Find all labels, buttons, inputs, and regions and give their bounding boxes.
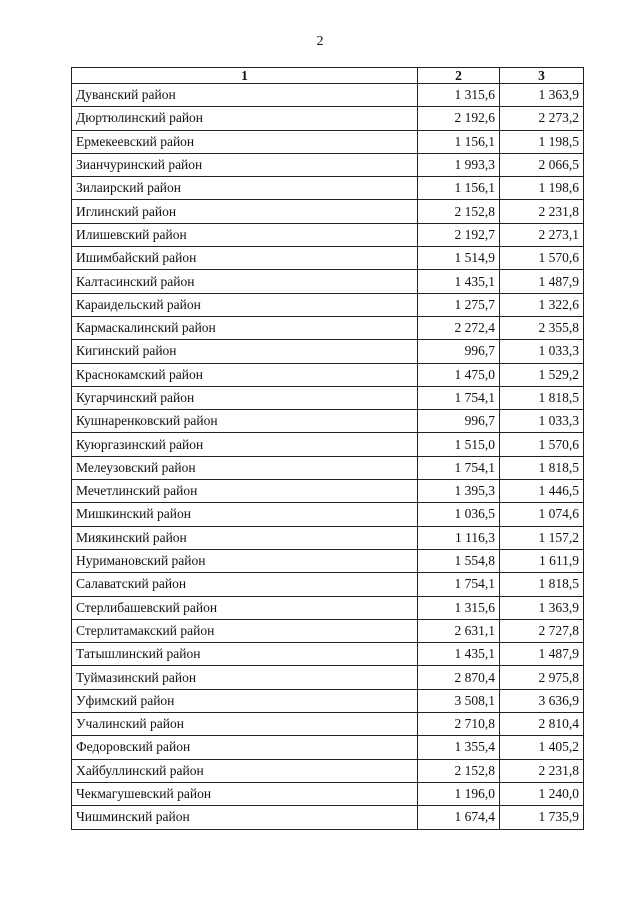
column-header-3: 3 [500,68,584,84]
table-row [72,666,584,689]
district-name-cell: Зилаирский район [72,177,418,200]
table-row [72,526,584,549]
district-name-cell: Кигинский район [72,340,418,363]
value-col2-cell: 1 315,6 [418,596,500,619]
district-name-cell: Илишевский район [72,223,418,246]
district-name-cell: Стерлибашевский район [72,596,418,619]
district-name-cell: Уфимский район [72,689,418,712]
district-name-cell: Кармаскалинский район [72,316,418,339]
table-row [72,456,584,479]
table-header [72,68,584,84]
value-col2-cell: 2 152,8 [418,759,500,782]
district-name-cell: Ермекеевский район [72,130,418,153]
district-name-cell: Кугарчинский район [72,386,418,409]
value-col2-cell: 1 674,4 [418,806,500,829]
value-col3-cell: 1 611,9 [500,549,584,572]
table-row [72,503,584,526]
value-col2-cell: 1 754,1 [418,573,500,596]
table-row [72,107,584,130]
table-row [72,782,584,805]
table-row [72,316,584,339]
header-row [72,68,584,84]
value-col3-cell: 2 231,8 [500,759,584,782]
value-col2-cell: 2 870,4 [418,666,500,689]
value-col3-cell: 1 818,5 [500,456,584,479]
district-name-cell: Краснокамский район [72,363,418,386]
table-row [72,270,584,293]
value-col2-cell: 1 475,0 [418,363,500,386]
value-col2-cell: 1 514,9 [418,247,500,270]
table-row [72,410,584,433]
table-row [72,480,584,503]
district-name-cell: Учалинский район [72,713,418,736]
value-col3-cell: 1 529,2 [500,363,584,386]
table-row [72,340,584,363]
value-col3-cell: 1 363,9 [500,84,584,107]
value-col2-cell: 1 993,3 [418,153,500,176]
column-header-2: 2 [418,68,500,84]
value-col3-cell: 1 198,6 [500,177,584,200]
value-col3-cell: 2 727,8 [500,619,584,642]
table-row [72,200,584,223]
district-name-cell: Дюртюлинский район [72,107,418,130]
value-col2-cell: 1 515,0 [418,433,500,456]
value-col2-cell: 1 156,1 [418,130,500,153]
district-name-cell: Мелеузовский район [72,456,418,479]
district-name-cell: Нуримановский район [72,549,418,572]
value-col2-cell: 1 036,5 [418,503,500,526]
district-name-cell: Татышлинский район [72,643,418,666]
table-row [72,713,584,736]
district-name-cell: Хайбуллинский район [72,759,418,782]
table-row [72,386,584,409]
value-col3-cell: 2 975,8 [500,666,584,689]
district-name-cell: Мечетлинский район [72,480,418,503]
value-col2-cell: 1 196,0 [418,782,500,805]
value-col2-cell: 2 192,6 [418,107,500,130]
value-col3-cell: 1 487,9 [500,643,584,666]
table-row [72,130,584,153]
table-row [72,643,584,666]
table-row [72,223,584,246]
value-col3-cell: 1 074,6 [500,503,584,526]
table-body [72,84,584,830]
table-row [72,293,584,316]
value-col2-cell: 2 631,1 [418,619,500,642]
table-row [72,433,584,456]
page-number: 2 [316,34,324,49]
value-col2-cell: 1 315,6 [418,84,500,107]
value-col3-cell: 1 157,2 [500,526,584,549]
value-col3-cell: 1 818,5 [500,573,584,596]
value-col3-cell: 1 570,6 [500,247,584,270]
value-col2-cell: 1 355,4 [418,736,500,759]
value-col3-cell: 2 355,8 [500,316,584,339]
value-col3-cell: 1 735,9 [500,806,584,829]
district-name-cell: Караидельский район [72,293,418,316]
district-name-cell: Федоровский район [72,736,418,759]
table-row [72,153,584,176]
value-col3-cell: 2 273,1 [500,223,584,246]
value-col2-cell: 1 275,7 [418,293,500,316]
value-col3-cell: 1 033,3 [500,410,584,433]
table-row [72,177,584,200]
value-col3-cell: 1 405,2 [500,736,584,759]
district-name-cell: Калтасинский район [72,270,418,293]
value-col3-cell: 3 636,9 [500,689,584,712]
district-name-cell: Кушнаренковский район [72,410,418,433]
district-name-cell: Ишимбайский район [72,247,418,270]
district-name-cell: Дуванский район [72,84,418,107]
value-col3-cell: 1 363,9 [500,596,584,619]
value-col2-cell: 2 272,4 [418,316,500,339]
table-row [72,806,584,829]
value-col3-cell: 1 570,6 [500,433,584,456]
value-col2-cell: 1 754,1 [418,456,500,479]
district-name-cell: Салаватский район [72,573,418,596]
value-col2-cell: 1 116,3 [418,526,500,549]
value-col2-cell: 996,7 [418,340,500,363]
value-col3-cell: 2 231,8 [500,200,584,223]
value-col3-cell: 2 273,2 [500,107,584,130]
value-col2-cell: 996,7 [418,410,500,433]
table-row [72,689,584,712]
value-col3-cell: 1 033,3 [500,340,584,363]
table-row [72,759,584,782]
district-name-cell: Иглинский район [72,200,418,223]
value-col2-cell: 3 508,1 [418,689,500,712]
table-row [72,596,584,619]
table-row [72,363,584,386]
table-row [72,573,584,596]
value-col2-cell: 1 156,1 [418,177,500,200]
value-col2-cell: 1 395,3 [418,480,500,503]
value-col3-cell: 1 818,5 [500,386,584,409]
table-row [72,84,584,107]
value-col2-cell: 1 554,8 [418,549,500,572]
district-name-cell: Чишминский район [72,806,418,829]
value-col2-cell: 1 435,1 [418,643,500,666]
district-name-cell: Зианчуринский район [72,153,418,176]
value-col2-cell: 1 435,1 [418,270,500,293]
table-row [72,736,584,759]
district-name-cell: Миякинский район [72,526,418,549]
table-row [72,247,584,270]
value-col3-cell: 1 322,6 [500,293,584,316]
table-row [72,549,584,572]
value-col3-cell: 1 487,9 [500,270,584,293]
value-col3-cell: 2 810,4 [500,713,584,736]
data-table [71,67,584,830]
value-col2-cell: 2 192,7 [418,223,500,246]
value-col2-cell: 2 152,8 [418,200,500,223]
value-col3-cell: 1 240,0 [500,782,584,805]
district-name-cell: Мишкинский район [72,503,418,526]
value-col3-cell: 2 066,5 [500,153,584,176]
value-col3-cell: 1 198,5 [500,130,584,153]
district-name-cell: Чекмагушевский район [72,782,418,805]
district-name-cell: Стерлитамакский район [72,619,418,642]
table-row [72,619,584,642]
value-col3-cell: 1 446,5 [500,480,584,503]
district-name-cell: Туймазинский район [72,666,418,689]
district-name-cell: Куюргазинский район [72,433,418,456]
value-col2-cell: 1 754,1 [418,386,500,409]
value-col2-cell: 2 710,8 [418,713,500,736]
column-header-1: 1 [72,68,418,84]
